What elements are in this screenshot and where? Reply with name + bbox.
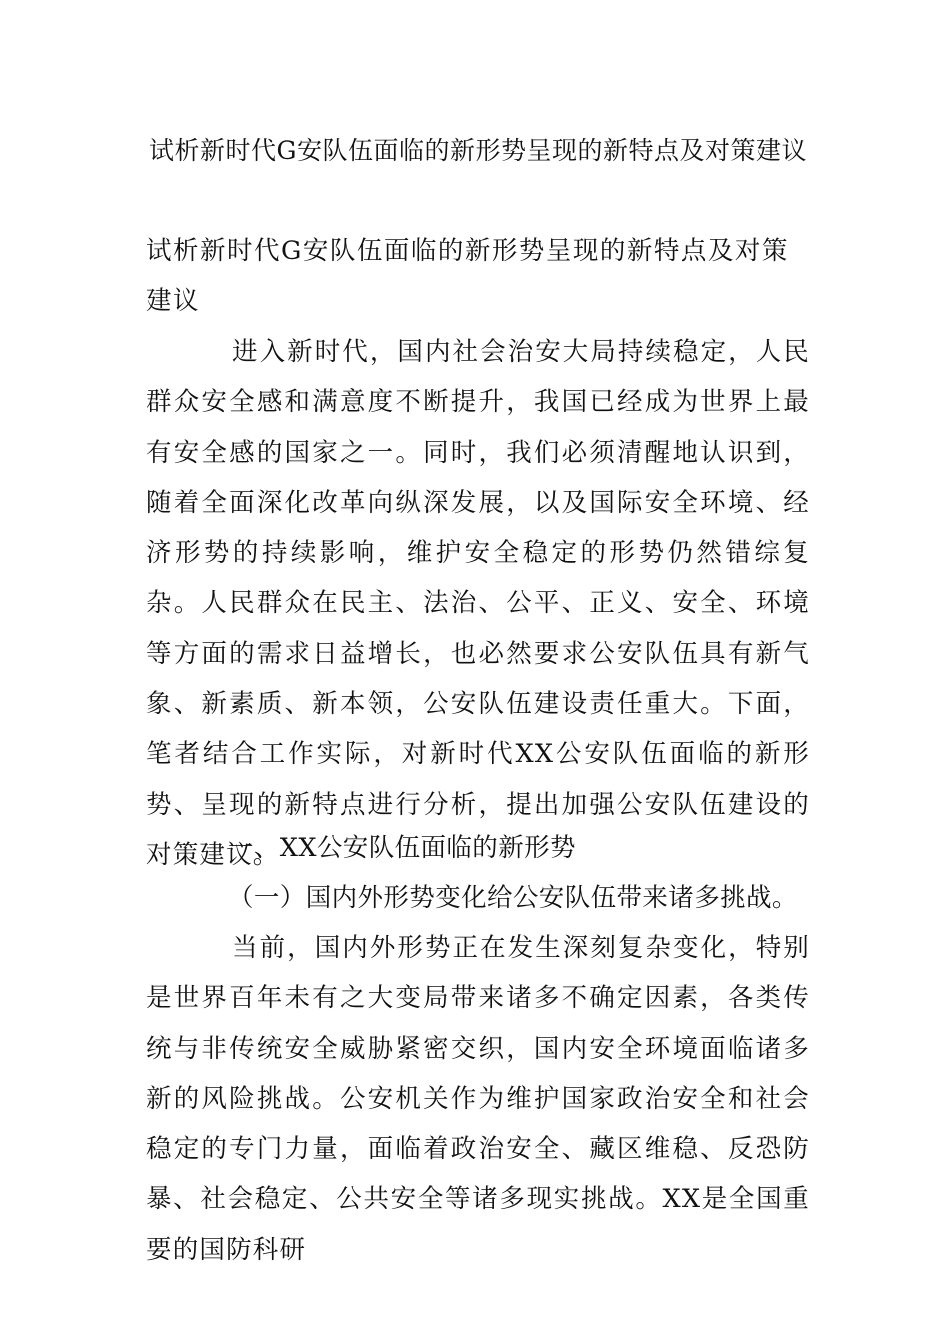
intro-paragraph: 进入新时代，国内社会治安大局持续稳定，人民群众安全感和满意度不断提升，我国已经成为世界上最有安全感的国家之一。同时，我们必须清醒地认识到，随着全面深化改革向纵深发展，以及国际安全环境、经济形势的持续影响，维护安全稳定的形势仍然错综复杂。人民群众在民主、法治、公平、正义、安全、环境等方面的需求日益增长，也必然要求公安队伍具有新气象、新素质、新本领，公安队伍建设责任重大。下面，笔者结合工作实际，对新时代XX公安队伍面临的新形势、呈现的新特点进行分析，提出加强公安队伍建设的对策建议。 xyxy=(146,337,810,870)
body-paragraph-2: 当前，国内外形势正在发生深刻复杂变化，特别是世界百年未有之大变局带来诸多不确定因素，各类传统与非传统安全威胁紧密交织，国内安全环境面临诸多新的风险挑战。公安机关作为维护国家政治安全和社会稳定的专门力量，面临着政治安全、藏区维稳、反恐防暴、社会稳定、公共安全等诸多现实挑战。XX是全国重要的国防科研 xyxy=(146,933,810,1265)
subsection-heading-1-1: （一）国内外形势变化给公安队伍带来诸多挑战。 xyxy=(228,883,798,913)
document-title: 试析新时代G安队伍面临的新形势呈现的新特点及对策建议 xyxy=(149,136,807,165)
section-heading-1: 一、XX公安队伍面临的新形势 xyxy=(228,833,576,863)
document-subtitle: 试析新时代G安队伍面临的新形势呈现的新特点及对策建议 xyxy=(146,236,789,316)
